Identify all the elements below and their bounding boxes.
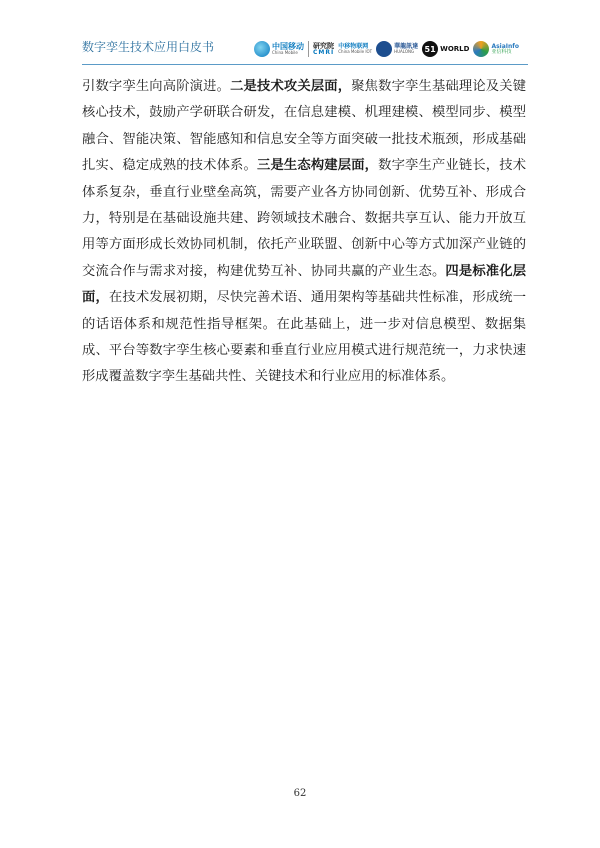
page-header [82,38,528,64]
china-mobile-name: 中国移动 [272,42,304,51]
header-divider [82,64,528,65]
bold-heading-ecosystem: 三是生态构建层面， [256,158,379,174]
china-mobile-logo [254,41,304,57]
iot-sub: China Mobile IOT [338,49,373,54]
bold-heading-standardization: 四是标准化层面， [82,263,527,306]
iot-logo [338,44,372,54]
hualong-sub: HUALONG [394,49,415,54]
hualong-icon [376,41,392,57]
cmri-logo [313,43,334,56]
logo-divider [308,41,309,57]
asiainfo-icon [473,41,489,57]
page-number: 62 [293,788,307,799]
china-mobile-icon [254,41,270,57]
asiainfo-sub: 亚信科技 [491,48,512,55]
cmri-name: 研究院 [313,41,334,50]
asiainfo-logo [473,41,519,57]
body-paragraph [82,74,526,391]
paragraph [82,74,526,391]
hualong-name: 華龍訊達 [394,43,419,50]
51world-name: WORLD [440,45,470,53]
text-segment: 引数字孪生向高阶演进。 [82,79,231,94]
hualong-logo [376,41,418,57]
partner-logos [254,38,519,60]
51world-logo [422,41,469,57]
51world-icon: 51 [422,41,438,57]
text-segment: 聚焦数字孪生基础理论及关键核心技术，鼓励产学研联合研发，在信息建模、机理建模、模型同步、模型融合、智能决策、智能感知和信息安全等方面突破一批技术瓶颈，形成基础扎实、稳定成熟的技术体系。 [82,79,527,174]
bold-heading-technology: 二是技术攻关层面， [230,79,352,94]
document-title: 数字孪生技术应用白皮书 [82,40,215,54]
china-mobile-sub: China Mobile [272,50,298,55]
cmri-sub: CMRI [313,48,335,56]
text-segment: 数字孪生产业链长，技术体系复杂，垂直行业壁垒高筑，需要产业各方协同创新、优势互补、形成合力，特别是在基础设施共建、跨领域技术融合、数据共享互认、能力开放互用等方面形成长效协同机制，依托产业联盟、创新中心等方式加深产业链的交流合作与需求对接，构建优势互补、协同共赢的产业生态。 [82,158,527,279]
iot-name: 中移物联网 [338,43,369,50]
text-segment: 在技术发展初期，尽快完善术语、通用架构等基础共性标准，形成统一的话语体系和规范性指导框架。在此基础上，进一步对信息模型、数据集成、平台等数字孪生核心要素和垂直行业应用模式进行规范统一，力求快速形成覆盖数字孪生基础共性、关键技术和行业应用的标准体系。 [82,290,527,385]
asiainfo-name: AsiaInfo [491,42,520,50]
